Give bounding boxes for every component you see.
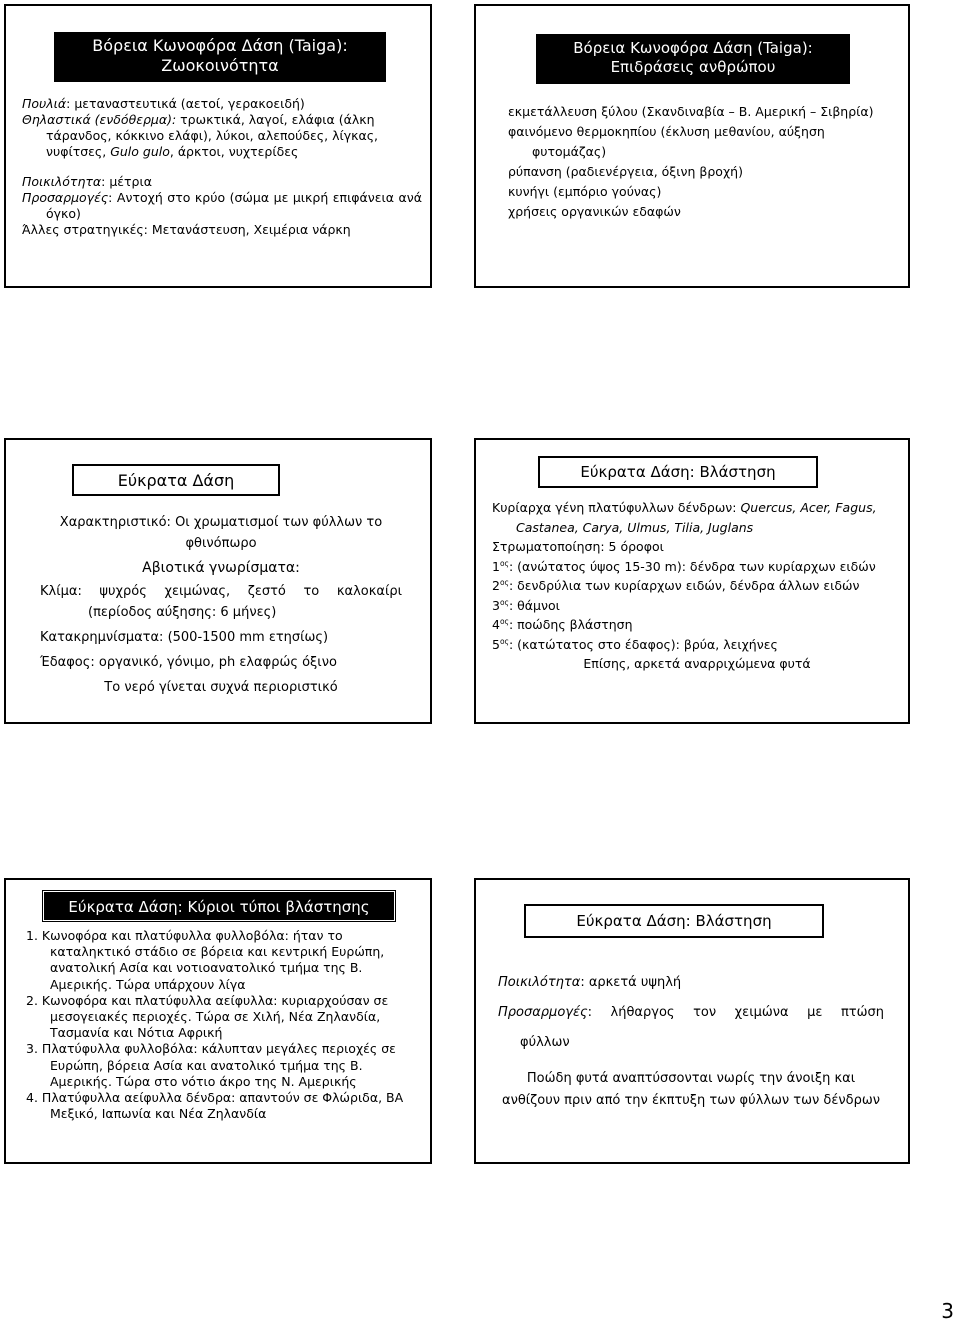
vegetation-type-item: 4. Πλατύφυλλα αείφυλλα δένδρα: απαντούν σε Φλώριδα, ΒΑ Μεξικό, Ιαπωνία και Νέα Ζηλανδία bbox=[26, 1090, 404, 1122]
adaptations-continued: φύλλων bbox=[520, 1035, 570, 1050]
layer-item: $1^{o\varsigma}$: (ανώτατος ύψος 15-30 m): δένδρα των κυρίαρχων ειδών bbox=[492, 558, 876, 574]
slide-temperate-forests bbox=[4, 438, 432, 724]
slide-taiga-human-impact bbox=[474, 4, 910, 288]
vegetation-type-item: 1. Κωνοφόρα και πλατύφυλλα φυλλοβόλα: ήταν το καταληκτικό στάδιο σε βόρεια και κεντρική Ευρώπη, ανατολική Ασία και νοτιοανατολικό τμήμα της Β. Αμερικής. Τώρα υπάρχουν λίγα bbox=[26, 928, 385, 992]
slide-temperate-vegetation bbox=[474, 438, 910, 724]
precipitation-line: Κατακρημνίσματα: (500-1500 mm ετησίως) bbox=[40, 630, 329, 645]
slide-body bbox=[508, 102, 898, 222]
slide-body bbox=[22, 96, 422, 238]
slide-temperate-vegetation-types bbox=[4, 878, 432, 1164]
slide-body bbox=[498, 972, 884, 1112]
layer-item: $5^{o\varsigma}$: (κατώτατος στο έδαφος): βρύα, λειχήνες bbox=[492, 636, 778, 652]
layer-item: $4^{o\varsigma}$: ποώδης βλάστηση bbox=[492, 616, 633, 632]
slide-title: Εύκρατα Δάση: Βλάστηση bbox=[524, 904, 824, 938]
abiotic-heading: Αβιοτικά γνωρίσματα: bbox=[142, 560, 300, 576]
adaptations-line: Προσαρμογές: Αντοχή στο κρύο (σώμα με μικρή επιφάνεια ανά όγκο) bbox=[22, 190, 422, 221]
vegetation-type-item: 2. Κωνοφόρα και πλατύφυλλα αείφυλλα: κυριαρχούσαν σε μεσογειακές περιοχές. Τώρα σε Χιλή, Νέα Ζηλανδία, Τασμανία και Νότια Αφρική bbox=[26, 992, 389, 1041]
mammals-line: Θηλαστικά (ενδόθερμα): τρωκτικά, λαγοί, ελάφια (άλκη τάρανδος, κόκκινο ελάφι), λύκοι, αλεπούδες, λίγκας, νυφίτσες, Gulo gulo, άρκτοι, νυχτερίδες bbox=[22, 112, 379, 159]
layer-item: $2^{o\varsigma}$: δενδρύλια των κυρίαρχων ειδών, δένδρα άλλων ειδών bbox=[492, 577, 860, 593]
impact-item: φαινόμενο θερμοκηπίου (έκλυση μεθανίου, αύξηση φυτομάζας) bbox=[508, 124, 825, 159]
adaptations-line: Προσαρμογές: λήθαργος τον χειμώνα με πτώση bbox=[498, 1005, 884, 1020]
slide-title: Εύκρατα Δάση: Κύριοι τύποι βλάστησης bbox=[44, 892, 394, 920]
slide-taiga-fauna bbox=[4, 4, 432, 288]
slide-body bbox=[26, 928, 416, 1122]
diversity-line: Ποικιλότητα: αρκετά υψηλή bbox=[498, 975, 682, 990]
climbers-line: Επίσης, αρκετά αναρριχώμενα φυτά bbox=[583, 656, 811, 671]
climate-line: Κλίμα: ψυχρός χειμώνας, ζεστό το καλοκαίρι bbox=[40, 584, 402, 599]
feature-line: Χαρακτηριστικό: Οι χρωματισμοί των φύλλων το φθινόπωρο bbox=[59, 515, 383, 551]
impact-item: ρύπανση (ραδιενέργεια, όξινη βροχή) bbox=[508, 164, 743, 179]
soil-line: Έδαφος: οργανικό, γόνιμο, ph ελαφρώς όξινο bbox=[40, 655, 337, 670]
vegetation-type-item: 3. Πλατύφυλλα φυλλοβόλα: κάλυπταν μεγάλες περιοχές σε Ευρώπη, βόρεια Ασία και ανατολικό τμήμα της Β. Αμερικής. Τώρα στο νότιο άκρο της Ν. Αμερικής bbox=[26, 1041, 396, 1089]
slide-title: Εύκρατα Δάση: Βλάστηση bbox=[538, 456, 818, 488]
impact-item: κυνήγι (εμπόριο γούνας) bbox=[508, 184, 662, 199]
slide-body bbox=[492, 498, 902, 674]
slide-body bbox=[40, 512, 402, 698]
herbs-line: Ποώδη φυτά αναπτύσσονται νωρίς την άνοιξη και ανθίζουν πριν από την έκπτυξη των φύλλων των δένδρων bbox=[502, 1071, 880, 1108]
impact-item: εκμετάλλευση ξύλου (Σκανδιναβία – Β. Αμερική – Σιβηρία) bbox=[508, 104, 874, 119]
slide-title: Βόρεια Κωνοφόρα Δάση (Taiga): Ζωοκοινότητα bbox=[54, 32, 386, 82]
stratification-line: Στρωματοποίηση: 5 όροφοι bbox=[492, 539, 664, 554]
water-line: Το νερό γίνεται συχνά περιοριστικό bbox=[104, 680, 338, 695]
slide-temperate-vegetation-2 bbox=[474, 878, 910, 1164]
diversity-line: Ποικιλότητα: μέτρια bbox=[22, 174, 152, 189]
layer-item: $3^{o\varsigma}$: θάμνοι bbox=[492, 597, 560, 613]
impact-item: χρήσεις οργανικών εδαφών bbox=[508, 204, 681, 219]
dominant-genera-line: Κυρίαρχα γένη πλατύφυλλων δένδρων: Quercus, Acer, Fagus, Castanea, Carya, Ulmus, Tilia, Juglans bbox=[492, 500, 877, 535]
page-number: 3 bbox=[941, 1299, 954, 1323]
birds-line: Πουλιά: μεταναστευτικά (αετοί, γερακοειδή) bbox=[22, 96, 305, 111]
growth-period-line: (περίοδος αύξησης: 6 μήνες) bbox=[88, 605, 277, 620]
slide-title: Εύκρατα Δάση bbox=[72, 464, 280, 496]
slide-title: Βόρεια Κωνοφόρα Δάση (Taiga): Επιδράσεις ανθρώπου bbox=[536, 34, 850, 84]
strategies-line: Άλλες στρατηγικές: Μετανάστευση, Χειμέρια νάρκη bbox=[22, 222, 351, 237]
